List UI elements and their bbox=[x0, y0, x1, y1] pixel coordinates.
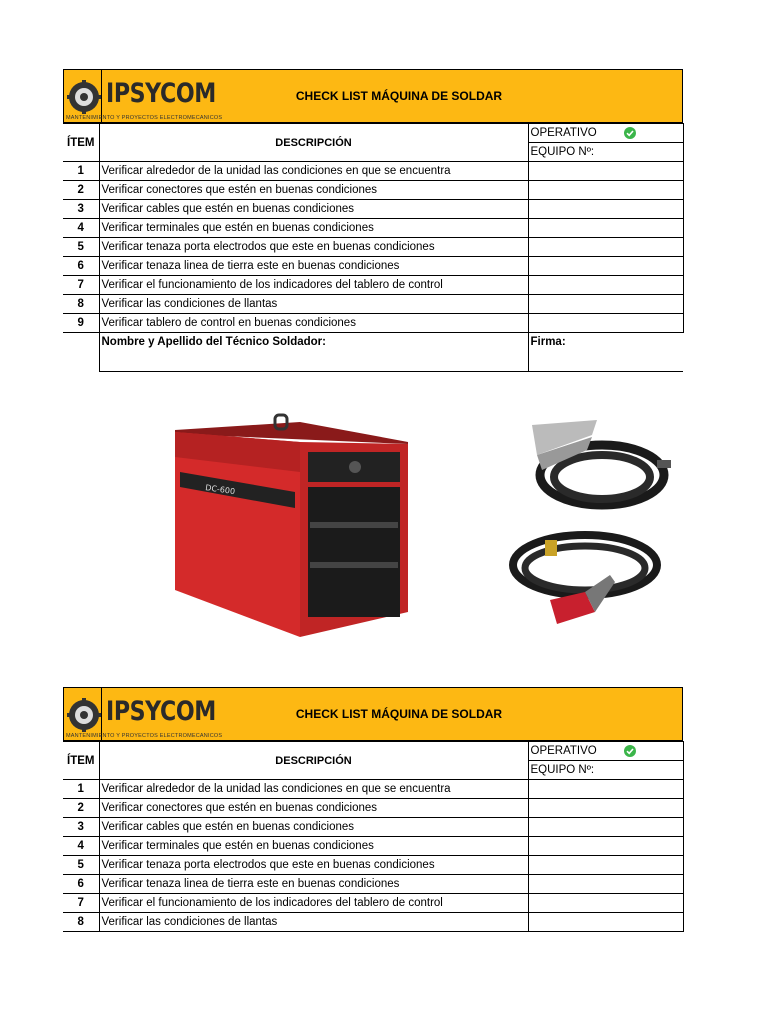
table-row bbox=[63, 780, 683, 799]
item-check-cell[interactable] bbox=[528, 181, 683, 200]
item-description: Verificar el funcionamiento de los indicadores del tablero de control bbox=[99, 276, 528, 295]
sheet-header bbox=[63, 69, 683, 123]
item-description: Verificar el funcionamiento de los indicadores del tablero de control bbox=[99, 894, 528, 913]
item-description: Verificar las condiciones de llantas bbox=[99, 913, 528, 932]
item-description: Verificar tenaza linea de tierra este en buenas condiciones bbox=[99, 257, 528, 276]
equipo-number-field[interactable]: EQUIPO Nº: bbox=[528, 143, 683, 162]
signature-field[interactable]: Firma: bbox=[528, 333, 683, 372]
table-row bbox=[63, 913, 683, 932]
brand-tagline: MANTENIMIENTO Y PROYECTOS ELECTROMECANICOS bbox=[66, 733, 223, 739]
item-check-cell[interactable] bbox=[528, 295, 683, 314]
item-number: 4 bbox=[63, 837, 99, 856]
item-description: Verificar tenaza porta electrodos que este en buenas condiciones bbox=[99, 856, 528, 875]
item-number: 1 bbox=[63, 780, 99, 799]
item-check-cell[interactable] bbox=[528, 837, 683, 856]
item-check-cell[interactable] bbox=[528, 200, 683, 219]
item-description: Verificar terminales que estén en buenas condiciones bbox=[99, 837, 528, 856]
item-number: 1 bbox=[63, 162, 99, 181]
item-number: 5 bbox=[63, 238, 99, 257]
item-number: 2 bbox=[63, 799, 99, 818]
checklist-table bbox=[63, 123, 684, 372]
item-check-cell[interactable] bbox=[528, 314, 683, 333]
table-row bbox=[63, 894, 683, 913]
technician-name-field[interactable]: Nombre y Apellido del Técnico Soldador: bbox=[99, 333, 528, 372]
page-title: CHECK LIST MÁQUINA DE SOLDAR bbox=[295, 89, 503, 103]
gear-logo-icon bbox=[67, 698, 101, 732]
item-number: 8 bbox=[63, 913, 99, 932]
checklist-sheet-2 bbox=[63, 687, 683, 932]
checklist-table bbox=[63, 741, 684, 932]
item-description: Verificar cables que estén en buenas condiciones bbox=[99, 200, 528, 219]
item-check-cell[interactable] bbox=[528, 238, 683, 257]
signature-spacer bbox=[63, 333, 99, 372]
item-number: 3 bbox=[63, 200, 99, 219]
operativo-cell[interactable] bbox=[528, 742, 683, 761]
header-item: ÍTEM bbox=[63, 742, 99, 780]
item-number: 6 bbox=[63, 875, 99, 894]
item-check-cell[interactable] bbox=[528, 780, 683, 799]
equipo-number-field[interactable]: EQUIPO Nº: bbox=[528, 761, 683, 780]
item-description: Verificar alrededor de la unidad las condiciones en que se encuentra bbox=[99, 780, 528, 799]
header-description: DESCRIPCIÓN bbox=[99, 742, 528, 780]
item-number: 8 bbox=[63, 295, 99, 314]
item-description: Verificar terminales que estén en buenas condiciones bbox=[99, 219, 528, 238]
operativo-label: OPERATIVO bbox=[530, 745, 597, 757]
header-description: DESCRIPCIÓN bbox=[99, 124, 528, 162]
item-check-cell[interactable] bbox=[528, 913, 683, 932]
table-row bbox=[63, 314, 683, 333]
item-check-cell[interactable] bbox=[528, 875, 683, 894]
item-description: Verificar tenaza linea de tierra este en buenas condiciones bbox=[99, 875, 528, 894]
brand-name: IPSYCOM bbox=[106, 78, 216, 109]
item-check-cell[interactable] bbox=[528, 276, 683, 295]
table-row bbox=[63, 257, 683, 276]
item-description: Verificar tablero de control en buenas condiciones bbox=[99, 314, 528, 333]
sheet-header bbox=[63, 687, 683, 741]
item-number: 5 bbox=[63, 856, 99, 875]
item-number: 3 bbox=[63, 818, 99, 837]
check-circle-icon bbox=[624, 127, 636, 139]
operativo-cell[interactable] bbox=[528, 124, 683, 143]
check-circle-icon bbox=[624, 745, 636, 757]
table-row bbox=[63, 799, 683, 818]
table-row bbox=[63, 875, 683, 894]
item-description: Verificar las condiciones de llantas bbox=[99, 295, 528, 314]
table-row bbox=[63, 181, 683, 200]
item-description: Verificar conectores que estén en buenas condiciones bbox=[99, 181, 528, 200]
item-check-cell[interactable] bbox=[528, 799, 683, 818]
svg-text:DC-600: DC-600 bbox=[204, 483, 236, 497]
table-row bbox=[63, 162, 683, 181]
ground-clamp-cable-image bbox=[512, 415, 672, 515]
operativo-label: OPERATIVO bbox=[530, 127, 597, 139]
brand-tagline: MANTENIMIENTO Y PROYECTOS ELECTROMECANICOS bbox=[66, 115, 223, 121]
header-item: ÍTEM bbox=[63, 124, 99, 162]
item-number: 4 bbox=[63, 219, 99, 238]
item-check-cell[interactable] bbox=[528, 894, 683, 913]
item-number: 2 bbox=[63, 181, 99, 200]
table-row bbox=[63, 818, 683, 837]
item-check-cell[interactable] bbox=[528, 257, 683, 276]
item-number: 7 bbox=[63, 276, 99, 295]
table-row bbox=[63, 238, 683, 257]
table-row bbox=[63, 200, 683, 219]
item-description: Verificar tenaza porta electrodos que este en buenas condiciones bbox=[99, 238, 528, 257]
item-number: 7 bbox=[63, 894, 99, 913]
page-title: CHECK LIST MÁQUINA DE SOLDAR bbox=[295, 707, 503, 721]
item-description: Verificar conectores que estén en buenas condiciones bbox=[99, 799, 528, 818]
item-check-cell[interactable] bbox=[528, 219, 683, 238]
item-check-cell[interactable] bbox=[528, 162, 683, 181]
item-check-cell[interactable] bbox=[528, 818, 683, 837]
brand-name: IPSYCOM bbox=[106, 696, 216, 727]
item-description: Verificar alrededor de la unidad las condiciones en que se encuentra bbox=[99, 162, 528, 181]
item-description: Verificar cables que estén en buenas condiciones bbox=[99, 818, 528, 837]
item-number: 9 bbox=[63, 314, 99, 333]
table-row bbox=[63, 276, 683, 295]
table-row bbox=[63, 219, 683, 238]
gear-logo-icon bbox=[67, 80, 101, 114]
item-check-cell[interactable] bbox=[528, 856, 683, 875]
checklist-sheet-1 bbox=[63, 69, 683, 372]
electrode-holder-cable-image bbox=[505, 520, 665, 632]
table-row bbox=[63, 837, 683, 856]
table-row bbox=[63, 856, 683, 875]
welding-machine-image bbox=[170, 412, 410, 637]
table-row bbox=[63, 295, 683, 314]
item-number: 6 bbox=[63, 257, 99, 276]
